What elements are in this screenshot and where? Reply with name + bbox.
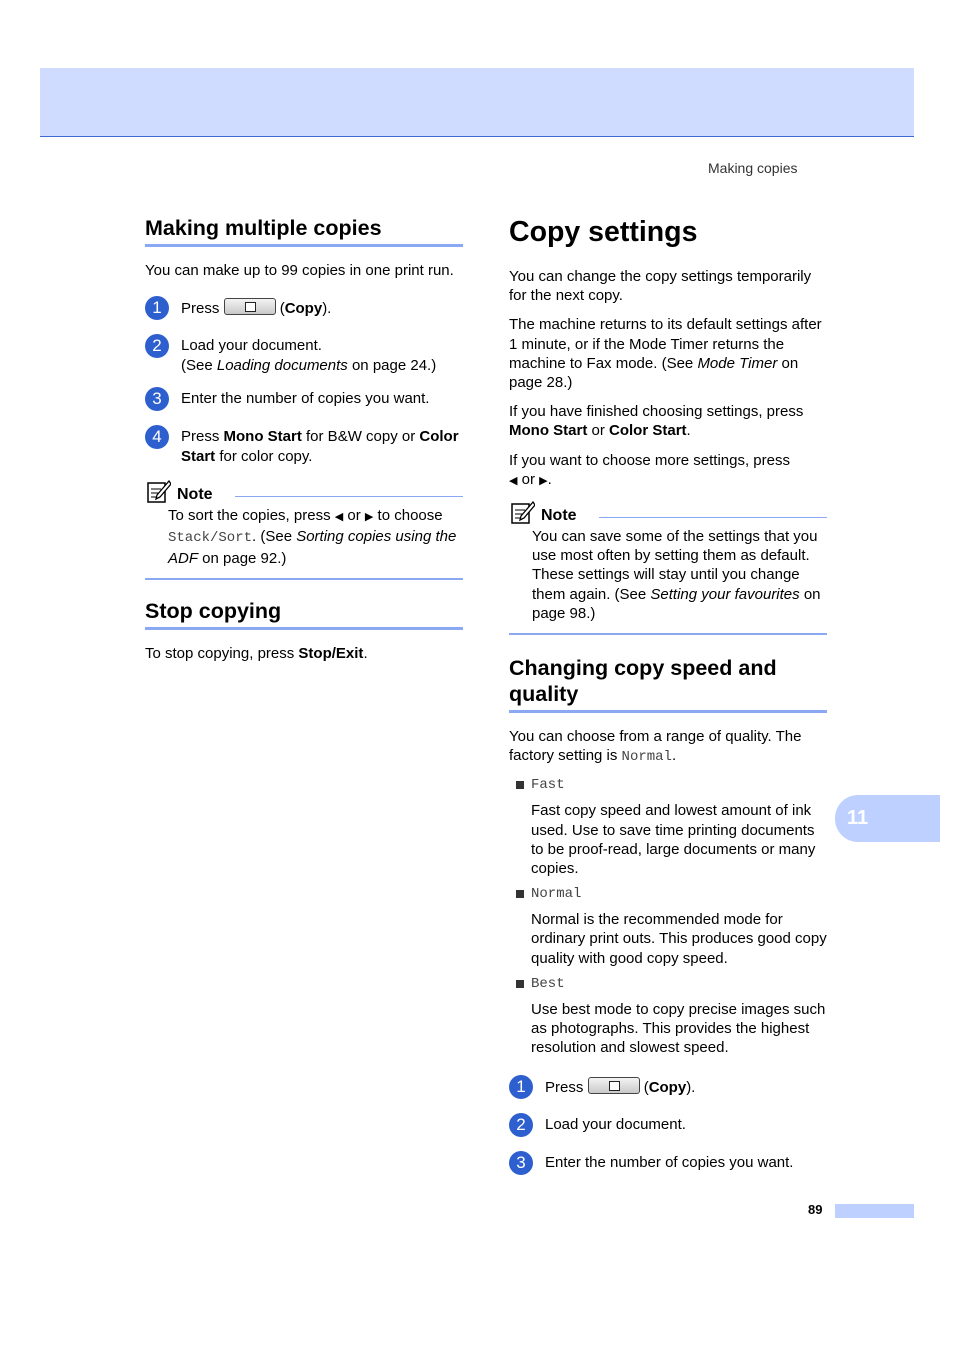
page-number-bar (835, 1204, 914, 1218)
para-2: The machine returns to its default settings after 1 minute, or if the Mode Timer returns the machine to Fax mode. (See Mode Timer on page 28.) (509, 316, 822, 392)
note-pencil-icon (147, 480, 171, 504)
note-body: You can save some of the settings that you use most often by setting them as default. These settings will stay until you change them again. (See Setting your favourites on page 98.) (532, 528, 821, 622)
menu-option: Stack/Sort (168, 530, 253, 547)
para-1: You can change the copy settings temporarily for the next copy. (509, 268, 812, 305)
step-3 (145, 389, 463, 413)
step-bold: Copy (284, 300, 323, 318)
mode-normal (509, 886, 827, 968)
step-2: 2 Load your document. (509, 1115, 827, 1139)
left-column (145, 215, 463, 673)
page-number: 89 (808, 1202, 823, 1217)
step-reference: (See Loading documents on page 24.) (181, 356, 437, 374)
step-4: 4 Press Mono Start for B&W copy or Color Start for color copy. (145, 427, 463, 466)
note-divider (235, 496, 463, 497)
step-number: 3 (509, 1151, 533, 1175)
copy-button-icon (224, 298, 276, 315)
step-number: 1 (145, 296, 169, 320)
section-title-multiple-copies: Making multiple copies (145, 215, 463, 247)
note-favourites (509, 501, 827, 635)
bullet-square-icon (516, 980, 524, 988)
mode-name: Normal (531, 886, 582, 903)
note-title: Note (177, 486, 213, 504)
step-number: 4 (145, 425, 169, 449)
mode-description: Fast copy speed and lowest amount of ink used. Use to save time printing documents to be proof-read, large documents or many copies. (531, 802, 816, 878)
quality-intro: You can choose from a range of quality. The factory setting is Normal. (509, 728, 802, 766)
section-title-stop-copying: Stop copying (145, 598, 463, 630)
step-text: Enter the number of copies you want. (181, 390, 430, 408)
mode-fast (509, 777, 827, 878)
right-column (509, 215, 827, 1191)
mode-name: Best (531, 975, 565, 992)
step-text: ( (279, 300, 285, 318)
step-text: Load your document. (181, 337, 322, 355)
right-arrow-icon: ▶ (539, 474, 548, 487)
note-sort (145, 480, 463, 580)
header-band (40, 68, 914, 137)
step-1: 1 Press (Copy). (509, 1077, 827, 1101)
right-arrow-icon: ▶ (364, 511, 374, 524)
mode-description: Use best mode to copy precise images such as photographs. This provides the highest resolution and slowest speed. (531, 1000, 826, 1057)
step-text: ). (322, 300, 332, 318)
chapter-tab: 11 (835, 795, 940, 842)
bullet-square-icon (516, 781, 524, 789)
step-number: 3 (145, 387, 169, 411)
stop-text: To stop copying, press Stop/Exit. (145, 644, 368, 662)
step-2 (145, 336, 463, 375)
para-3: If you have finished choosing settings, press Mono Start or Color Start. (509, 403, 804, 440)
section-title-speed-quality: Changing copy speed and quality (509, 655, 827, 713)
left-arrow-icon: ◀ (509, 474, 518, 487)
mode-best (509, 976, 827, 1058)
bullet-square-icon (516, 890, 524, 898)
multi-intro: You can make up to 99 copies in one print run. (145, 262, 454, 279)
mode-description: Normal is the recommended mode for ordinary print outs. This produces good copy quality with good copy speed. (531, 911, 827, 967)
left-arrow-icon: ◀ (334, 511, 344, 524)
step-3: 3 Enter the number of copies you want. (509, 1153, 827, 1177)
note-pencil-icon (511, 501, 535, 525)
copy-button-icon (588, 1077, 640, 1094)
note-body: To sort the copies, press ◀ or ▶ to choose Stack/Sort. (See Sorting copies using the ADF on page 92.) (168, 507, 457, 567)
mode-name: Fast (531, 777, 565, 794)
step-1 (145, 298, 463, 322)
page-title: Copy settings (509, 216, 698, 248)
step-text: Press (181, 300, 220, 318)
step-number: 2 (145, 334, 169, 358)
note-title: Note (541, 507, 577, 525)
step-number: 1 (509, 1075, 533, 1099)
para-4: If you want to choose more settings, press ◀ or ▶. (509, 451, 790, 488)
step-number: 2 (509, 1113, 533, 1137)
running-header: Making copies (708, 160, 798, 176)
note-divider (599, 517, 827, 518)
